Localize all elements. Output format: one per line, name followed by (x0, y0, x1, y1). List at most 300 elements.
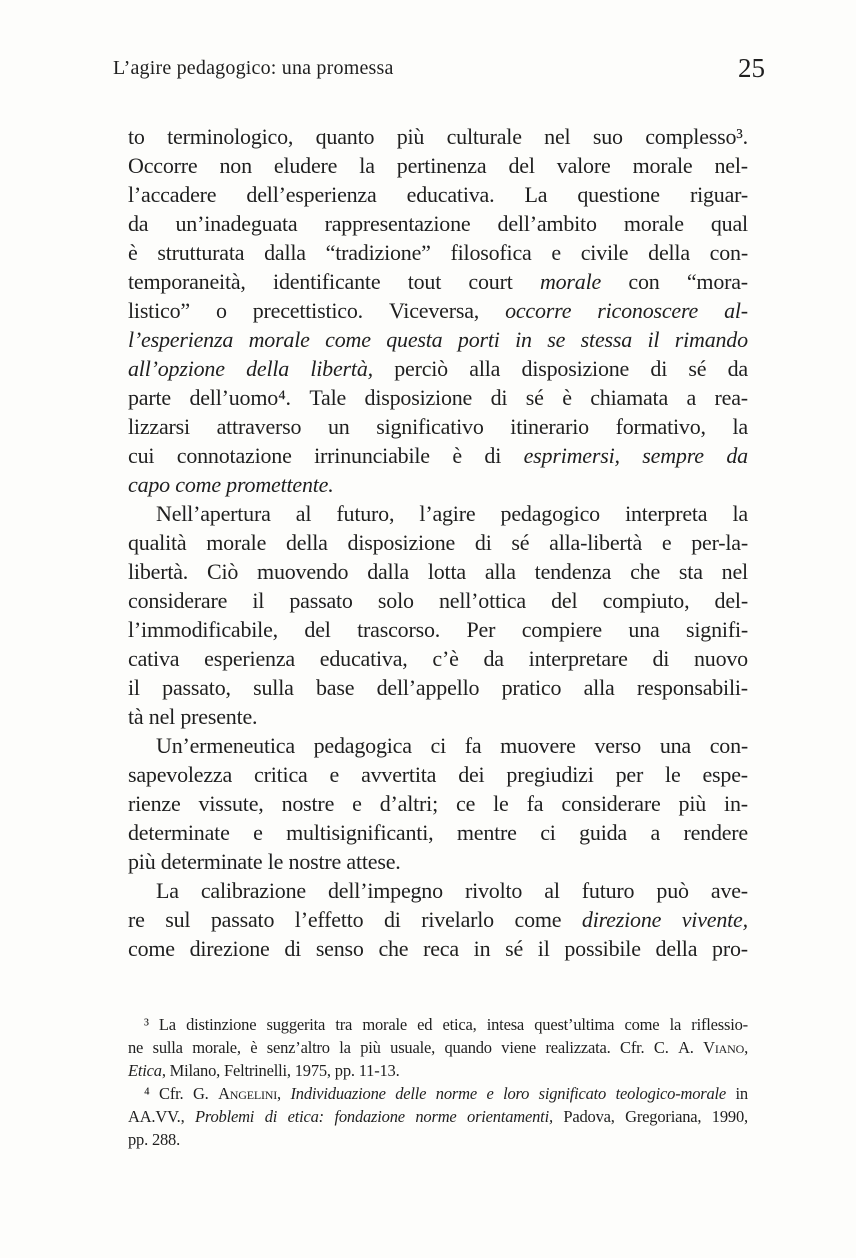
text-segment: intesa (486, 1015, 525, 1034)
text-segment: significativo (376, 414, 484, 439)
text-segment: ci (430, 733, 446, 758)
text-segment: chiamata (590, 385, 669, 410)
text-segment: è (562, 385, 572, 410)
text-segment: temporaneità, (128, 269, 246, 294)
body-line (128, 673, 748, 702)
text-segment: sé (525, 385, 544, 410)
text-segment: dell’impegno (328, 878, 443, 903)
text-segment: la (732, 414, 748, 439)
text-segment: la (669, 1015, 682, 1034)
text-segment: critica (254, 762, 308, 787)
text-segment: Occorre (128, 153, 198, 178)
text-segment: una (659, 733, 691, 758)
body-line (128, 934, 748, 963)
text-segment: passato (289, 588, 353, 613)
text-segment: dell’appello (376, 675, 480, 700)
text-segment: rendere (683, 820, 748, 845)
body-line (128, 180, 748, 209)
text-segment: quest’ultima (534, 1015, 615, 1034)
body-line (128, 470, 748, 499)
text-segment: direzione (189, 936, 270, 961)
text-segment: cui (128, 443, 155, 468)
page-header (113, 53, 765, 83)
text-segment: il (537, 936, 550, 961)
body-line (128, 383, 748, 412)
body-line (128, 702, 748, 731)
text-segment: alla (469, 356, 501, 381)
text-segment: muovendo (257, 559, 349, 584)
text-segment: con- (709, 240, 748, 265)
text-segment: lotta (427, 559, 466, 584)
text-segment: all’opzione (128, 356, 225, 381)
footnote-line (128, 1013, 748, 1036)
body-line (128, 151, 748, 180)
text-segment: e (329, 762, 340, 787)
text-segment: riflessio- (691, 1015, 748, 1034)
text-segment: G. (192, 1084, 209, 1103)
text-segment: muovere (500, 733, 576, 758)
text-segment: futuro (581, 878, 635, 903)
text-segment: quando (444, 1038, 492, 1057)
text-segment: disposizione (521, 356, 630, 381)
text-segment: parte (128, 385, 171, 410)
text-segment: compiuto, (602, 588, 690, 613)
text-segment: multisignificanti, (286, 820, 434, 845)
text-segment: tà nel presente. (128, 704, 258, 729)
text-segment: l’accadere (128, 182, 217, 207)
body-line (128, 876, 748, 905)
text-segment: in (473, 936, 491, 961)
text-segment: A. (678, 1038, 694, 1057)
text-segment: norme (415, 1107, 457, 1126)
text-segment: di (474, 530, 492, 555)
text-segment: verso (594, 733, 642, 758)
text-segment: il (647, 327, 660, 352)
text-segment: Padova, (563, 1107, 615, 1126)
text-segment: considerare (561, 791, 661, 816)
text-segment: lizzarsi (128, 414, 190, 439)
text-segment: C. (653, 1038, 669, 1057)
text-segment: Nell’apertura (156, 501, 271, 526)
text-segment: Individuazione (290, 1084, 386, 1103)
text-segment: riconoscere (597, 298, 699, 323)
text-segment: rivolto (464, 878, 523, 903)
text-segment: culturale (446, 124, 522, 149)
text-segment: della (285, 530, 328, 555)
text-segment: per (615, 762, 644, 787)
text-segment: educativa, (319, 646, 408, 671)
text-segment: ne (128, 1038, 144, 1057)
text-segment: trascorso. (357, 617, 441, 642)
text-segment: non (219, 153, 252, 178)
text-segment: da (727, 356, 748, 381)
text-segment: attraverso (216, 414, 302, 439)
text-segment: rappresentazione (324, 211, 471, 236)
text-segment: Ciò (206, 559, 239, 584)
text-segment: sé (505, 936, 524, 961)
text-segment: la (339, 1038, 351, 1057)
text-segment: dell’ambito (497, 211, 597, 236)
text-segment: La (158, 1015, 176, 1034)
body-line (128, 209, 748, 238)
text-segment: da (726, 443, 748, 468)
text-segment: suo (592, 124, 623, 149)
text-segment: sulla (152, 1038, 183, 1057)
text-segment: rea- (714, 385, 748, 410)
text-segment: ³ (144, 1015, 149, 1034)
text-segment: il (128, 675, 140, 700)
footnotes (128, 1013, 748, 1151)
text-segment: del- (714, 588, 748, 613)
text-segment: capo come promettente. (128, 472, 334, 497)
text-segment: il (252, 588, 265, 613)
text-segment: se (547, 327, 566, 352)
text-segment: AA.VV., (128, 1107, 185, 1126)
text-segment: al- (724, 298, 748, 323)
text-segment: di (264, 1107, 278, 1126)
text-segment: viene (501, 1038, 537, 1057)
text-segment: fondazione (334, 1107, 405, 1126)
text-segment: , Milano, Feltrinelli, 1975, pp. 11-13. (161, 1061, 400, 1080)
text-segment: dell’uomo⁴. (189, 385, 291, 410)
text-segment: connotazione (176, 443, 292, 468)
text-segment: Un’ermeneutica (156, 733, 295, 758)
text-segment: La (156, 878, 179, 903)
text-segment: a (650, 820, 661, 845)
text-segment: questa (386, 327, 443, 352)
body-line (128, 122, 748, 151)
text-segment: Viano, (703, 1038, 748, 1057)
text-segment: più (396, 124, 425, 149)
body-line (128, 644, 748, 673)
body-line (128, 905, 748, 934)
text-segment: sapevolezza (128, 762, 233, 787)
body-text (128, 122, 748, 963)
text-segment: espe- (702, 762, 748, 787)
text-segment: alla (583, 675, 615, 700)
text-segment: terminologico, (167, 124, 294, 149)
text-segment: reca (423, 936, 459, 961)
body-line (128, 325, 748, 354)
text-segment: con- (709, 733, 748, 758)
text-segment: morale (206, 530, 267, 555)
text-segment: della (655, 936, 698, 961)
text-segment: interpreta (625, 501, 708, 526)
text-segment: usuale, (390, 1038, 436, 1057)
text-segment: nel (721, 559, 748, 584)
text-segment: re (128, 907, 145, 932)
text-segment: “tradizione” (325, 240, 431, 265)
text-segment: d’altri; (379, 791, 438, 816)
text-segment: la (359, 153, 375, 178)
text-segment: ave- (710, 878, 748, 903)
text-segment: o (215, 298, 227, 323)
text-segment: eludere (273, 153, 338, 178)
text-segment: base (316, 675, 355, 700)
text-segment: pratico (501, 675, 562, 700)
text-segment: identificante (273, 269, 381, 294)
body-line (128, 557, 748, 586)
text-segment: solo (377, 588, 414, 613)
text-segment: realizzata. (545, 1038, 611, 1057)
text-segment: pertinenza (396, 153, 487, 178)
text-segment: nuovo (693, 646, 748, 671)
text-segment: tra (335, 1015, 353, 1034)
running-title: L’agire pedagogico: una promessa (113, 57, 394, 79)
footnote-line (128, 1082, 748, 1105)
text-segment: l’agire (419, 501, 476, 526)
text-segment: qualità (128, 530, 187, 555)
text-segment: una (628, 617, 660, 642)
text-segment: avvertita (361, 762, 437, 787)
body-line (128, 615, 748, 644)
text-segment: dei (458, 762, 485, 787)
footnote-line (128, 1105, 748, 1128)
text-segment: per-la- (691, 530, 748, 555)
text-segment: del (508, 153, 535, 178)
text-segment: le (665, 762, 681, 787)
text-segment: guida (579, 820, 627, 845)
text-segment: è (128, 240, 138, 265)
text-segment: al (544, 878, 560, 903)
text-segment: Etica (128, 1061, 162, 1080)
text-segment: alla (484, 559, 516, 584)
text-segment: ed (417, 1015, 433, 1034)
footnote-line (128, 1059, 748, 1082)
text-segment: alla-libertà (549, 530, 643, 555)
text-segment: e (661, 530, 672, 555)
text-segment: Gregoriana, (625, 1107, 702, 1126)
text-segment: interpretare (528, 646, 628, 671)
text-segment: che (378, 936, 409, 961)
text-segment: strutturata (157, 240, 245, 265)
footnote-line (128, 1128, 748, 1151)
text-segment: rimando (674, 327, 748, 352)
text-segment: Viceversa, (388, 298, 480, 323)
body-line (128, 267, 748, 296)
text-segment: del (551, 588, 578, 613)
text-segment: pedagogica (313, 733, 412, 758)
text-segment: più (678, 791, 707, 816)
text-segment: dalla (264, 240, 306, 265)
text-segment: calibrazione (200, 878, 306, 903)
text-segment: delle (395, 1084, 427, 1103)
text-segment: più (360, 1038, 381, 1057)
text-segment: libertà. (128, 559, 189, 584)
text-segment: educativa. (406, 182, 495, 207)
body-line (128, 731, 748, 760)
text-segment: occorre (505, 298, 572, 323)
text-segment: può (656, 878, 689, 903)
text-segment: cativa (128, 646, 180, 671)
text-segment: le (493, 791, 509, 816)
text-segment: listico” (128, 298, 190, 323)
text-segment: con (628, 269, 660, 294)
text-segment: e (486, 1084, 494, 1103)
text-segment: come (624, 1015, 660, 1034)
text-segment: senz’altro (266, 1038, 330, 1057)
text-segment: teologico-morale (615, 1084, 727, 1103)
text-segment: itinerario (510, 414, 589, 439)
text-segment: di (384, 907, 401, 932)
text-segment: irrinunciabile (314, 443, 430, 468)
text-segment: fa (526, 791, 544, 816)
text-segment: della (648, 240, 690, 265)
text-segment: Cfr. (159, 1084, 184, 1103)
text-segment: La (524, 182, 548, 207)
text-segment: responsabili- (636, 675, 748, 700)
body-line (128, 760, 748, 789)
text-segment: da (483, 646, 504, 671)
text-segment: esprimersi, (523, 443, 620, 468)
text-segment: porti (457, 327, 500, 352)
text-segment: disposizione (364, 385, 473, 410)
body-line (128, 818, 748, 847)
text-segment: morale (248, 327, 310, 352)
text-segment: qual (710, 211, 748, 236)
text-segment: disposizione (347, 530, 456, 555)
text-segment: libertà, (310, 356, 373, 381)
text-segment: l’immodificabile, (128, 617, 278, 642)
text-segment: morale (623, 211, 684, 236)
text-segment: compiere (521, 617, 602, 642)
text-segment: che (630, 559, 661, 584)
text-segment: etica: (287, 1107, 324, 1126)
text-segment: stessa (580, 327, 633, 352)
text-segment: to (128, 124, 145, 149)
footnote-line (128, 1036, 748, 1059)
text-segment: sul (165, 907, 191, 932)
text-segment: sulla (253, 675, 294, 700)
text-segment: più determinate le nostre attese. (128, 849, 401, 874)
text-segment: quanto (315, 124, 375, 149)
text-segment: questione (577, 182, 660, 207)
text-segment: pro- (712, 936, 748, 961)
text-segment: e (253, 820, 263, 845)
text-segment: un’inadeguata (175, 211, 298, 236)
text-segment: considerare (128, 588, 228, 613)
text-segment: di (650, 356, 668, 381)
text-segment: di (484, 443, 502, 468)
text-segment: 1990, (711, 1107, 748, 1126)
text-segment: Problemi (195, 1107, 255, 1126)
text-segment: è (452, 443, 462, 468)
text-segment: la (732, 501, 748, 526)
text-segment: l’effetto (294, 907, 364, 932)
body-line (128, 789, 748, 818)
text-segment: pp. 288. (128, 1130, 181, 1149)
body-line (128, 441, 748, 470)
text-segment: nel (544, 124, 571, 149)
text-segment: di (284, 936, 302, 961)
text-segment: distinzione (186, 1015, 257, 1034)
text-segment: civile (580, 240, 629, 265)
text-segment: rienze (128, 791, 181, 816)
text-segment: loro (503, 1084, 530, 1103)
text-segment: morale (362, 1015, 407, 1034)
text-segment: a (686, 385, 697, 410)
text-segment: è (250, 1038, 258, 1057)
body-line (128, 499, 748, 528)
text-segment: “mora- (686, 269, 748, 294)
text-segment: norme (435, 1084, 477, 1103)
text-segment: dalla (367, 559, 409, 584)
text-segment: valore (556, 153, 611, 178)
text-segment: riguar- (689, 182, 748, 207)
text-segment: in (515, 327, 532, 352)
text-segment: possibile (564, 936, 641, 961)
text-segment: come (514, 907, 562, 932)
text-segment: futuro, (336, 501, 395, 526)
text-segment: determinate (128, 820, 230, 845)
text-segment: significato (538, 1084, 607, 1103)
text-segment: morale (632, 153, 693, 178)
text-segment: perciò (394, 356, 448, 381)
text-segment: pedagogico (500, 501, 600, 526)
text-segment: del (304, 617, 331, 642)
text-segment: della (246, 356, 290, 381)
text-segment: Tale (309, 385, 347, 410)
text-segment: tendenza (534, 559, 612, 584)
text-segment: un (327, 414, 350, 439)
body-line (128, 847, 748, 876)
text-segment: come (325, 327, 371, 352)
text-segment: court (468, 269, 513, 294)
text-segment: formativo, (615, 414, 706, 439)
text-segment: di (490, 385, 508, 410)
text-segment: vissute, (198, 791, 264, 816)
text-segment: Angelini, (218, 1084, 281, 1103)
body-line (128, 296, 748, 325)
text-segment: morale (539, 269, 602, 294)
text-segment: di (652, 646, 670, 671)
text-segment: e (551, 240, 561, 265)
text-segment: in (735, 1084, 748, 1103)
text-segment: rivelarlo (421, 907, 494, 932)
text-segment: da (128, 211, 149, 236)
text-segment: esperienza (204, 646, 295, 671)
text-segment: sta (678, 559, 703, 584)
text-segment: tout (407, 269, 442, 294)
text-segment: Cfr. (620, 1038, 645, 1057)
text-segment: morale, (192, 1038, 241, 1057)
text-segment: come (128, 936, 175, 961)
text-segment: nostre (281, 791, 335, 816)
text-segment: suggerita (266, 1015, 326, 1034)
text-segment: fa (464, 733, 482, 758)
body-line (128, 354, 748, 383)
text-segment: pregiudizi (506, 762, 594, 787)
text-segment: al (295, 501, 312, 526)
text-segment: passato (210, 907, 275, 932)
text-segment: sempre (642, 443, 704, 468)
text-segment: l’esperienza (128, 327, 234, 352)
body-line (128, 238, 748, 267)
body-line (128, 412, 748, 441)
text-segment: orientamenti, (467, 1107, 553, 1126)
text-segment: nell’ottica (438, 588, 526, 613)
text-segment: etica, (442, 1015, 477, 1034)
text-segment: ci (540, 820, 556, 845)
text-segment: complesso³. (645, 124, 748, 149)
text-segment: sé (688, 356, 707, 381)
text-segment: signifi- (686, 617, 748, 642)
text-segment: direzione (581, 907, 662, 932)
text-segment: passato, (162, 675, 231, 700)
text-segment: filosofica (450, 240, 532, 265)
text-segment: dell’esperienza (246, 182, 377, 207)
text-segment: in- (724, 791, 748, 816)
